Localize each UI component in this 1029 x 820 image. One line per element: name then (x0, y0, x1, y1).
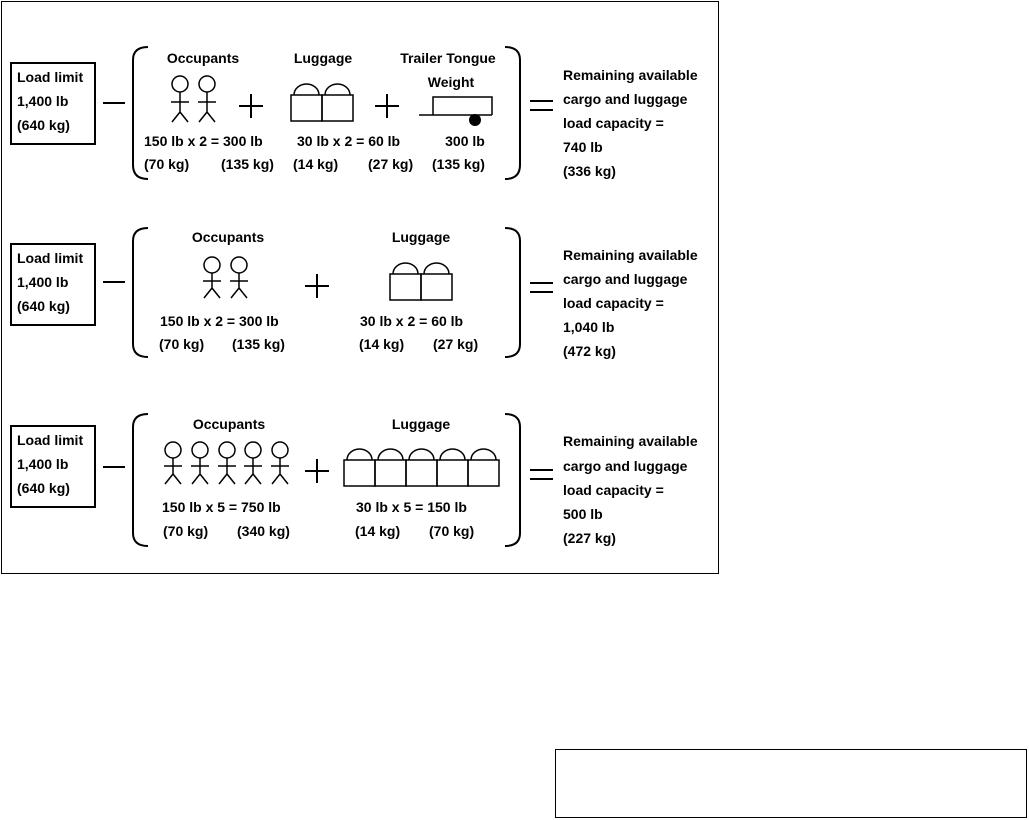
plus-icon (305, 274, 329, 298)
plus-icon (375, 94, 399, 118)
equals-icon (530, 101, 553, 110)
luggage-lb-calc: 30 lb x 5 = 150 lb (356, 499, 467, 515)
occupants-kg-total: (340 kg) (237, 523, 290, 539)
result-line-3: load capacity = (563, 115, 664, 131)
result-kg: (472 kg) (563, 343, 616, 359)
row-3 (11, 414, 698, 546)
result-line-2: cargo and luggage (563, 91, 688, 107)
luggage-icon (468, 449, 499, 486)
left-bracket (133, 228, 148, 357)
load-limit-title: Load limit (17, 432, 84, 448)
person-icon (203, 257, 221, 298)
load-limit-box (11, 63, 95, 144)
load-limit-box (11, 426, 95, 507)
luggage-lb-calc: 30 lb x 2 = 60 lb (360, 313, 464, 329)
result-line-2: cargo and luggage (563, 271, 688, 287)
luggage-kg-total: (27 kg) (368, 156, 414, 172)
result-kg: (336 kg) (563, 163, 616, 179)
luggage-icon (406, 449, 437, 486)
luggage-heading: Luggage (293, 50, 353, 66)
luggage-lb-calc: 30 lb x 2 = 60 lb (297, 133, 401, 149)
result-kg: (227 kg) (563, 530, 616, 546)
person-icon (271, 442, 289, 484)
equals-icon (530, 470, 553, 479)
load-limit-lb: 1,400 lb (17, 274, 69, 290)
load-limit-lb: 1,400 lb (17, 456, 69, 472)
result-line-1: Remaining available (563, 67, 698, 83)
luggage-heading: Luggage (391, 416, 451, 432)
trailer-lb: 300 lb (445, 133, 485, 149)
left-bracket (133, 414, 148, 546)
result-lb: 500 lb (563, 506, 603, 522)
person-icon (244, 442, 262, 484)
occupants-heading: Occupants (192, 416, 266, 432)
luggage-icon (344, 449, 375, 486)
result-lb: 1,040 lb (563, 319, 615, 335)
person-icon (198, 76, 216, 122)
occupants-heading: Occupants (191, 229, 265, 245)
plus-icon (305, 459, 329, 483)
result-line-3: load capacity = (563, 295, 664, 311)
luggage-icon (437, 449, 468, 486)
right-bracket (505, 414, 520, 546)
result-line-3: load capacity = (563, 482, 664, 498)
load-limit-box (11, 244, 95, 325)
luggage-icon (390, 263, 421, 300)
luggage-kg-each: (14 kg) (359, 336, 405, 352)
occupants-lb-calc: 150 lb x 5 = 750 lb (162, 499, 281, 515)
person-icon (171, 76, 189, 122)
load-limit-kg: (640 kg) (17, 298, 70, 314)
occupants-lb-calc: 150 lb x 2 = 300 lb (144, 133, 263, 149)
occupants-heading: Occupants (166, 50, 240, 66)
trailer-kg: (135 kg) (432, 156, 485, 172)
luggage-icon (291, 84, 322, 121)
occupants-kg-each: (70 kg) (144, 156, 190, 172)
load-limit-title: Load limit (17, 250, 84, 266)
row-1 (11, 47, 698, 179)
occupants-kg-total: (135 kg) (232, 336, 285, 352)
result-line-2: cargo and luggage (563, 458, 688, 474)
person-icon (230, 257, 248, 298)
occupants-kg-each: (70 kg) (163, 523, 209, 539)
occupants-lb-calc: 150 lb x 2 = 300 lb (160, 313, 279, 329)
right-bracket (505, 47, 520, 179)
luggage-heading: Luggage (391, 229, 451, 245)
luggage-icon (421, 263, 452, 300)
empty-note-box (555, 749, 1027, 818)
person-icon (218, 442, 236, 484)
load-limit-kg: (640 kg) (17, 480, 70, 496)
result-line-1: Remaining available (563, 247, 698, 263)
load-limit-lb: 1,400 lb (17, 93, 69, 109)
luggage-kg-total: (70 kg) (429, 523, 475, 539)
luggage-kg-each: (14 kg) (355, 523, 401, 539)
trailer-icon (419, 97, 492, 126)
trailer-heading-line2: Weight (427, 74, 475, 90)
result-lb: 740 lb (563, 139, 603, 155)
person-icon (164, 442, 182, 484)
luggage-kg-each: (14 kg) (293, 156, 339, 172)
load-limit-kg: (640 kg) (17, 117, 70, 133)
luggage-icon (375, 449, 406, 486)
load-limit-title: Load limit (17, 69, 84, 85)
luggage-icon (322, 84, 353, 121)
right-bracket (505, 228, 520, 357)
person-icon (191, 442, 209, 484)
result-line-1: Remaining available (563, 433, 698, 449)
row-2 (11, 228, 698, 359)
luggage-kg-total: (27 kg) (433, 336, 479, 352)
equals-icon (530, 283, 553, 292)
occupants-kg-total: (135 kg) (221, 156, 274, 172)
trailer-heading-line1: Trailer Tongue (400, 50, 496, 66)
plus-icon (239, 94, 263, 118)
occupants-kg-each: (70 kg) (159, 336, 205, 352)
